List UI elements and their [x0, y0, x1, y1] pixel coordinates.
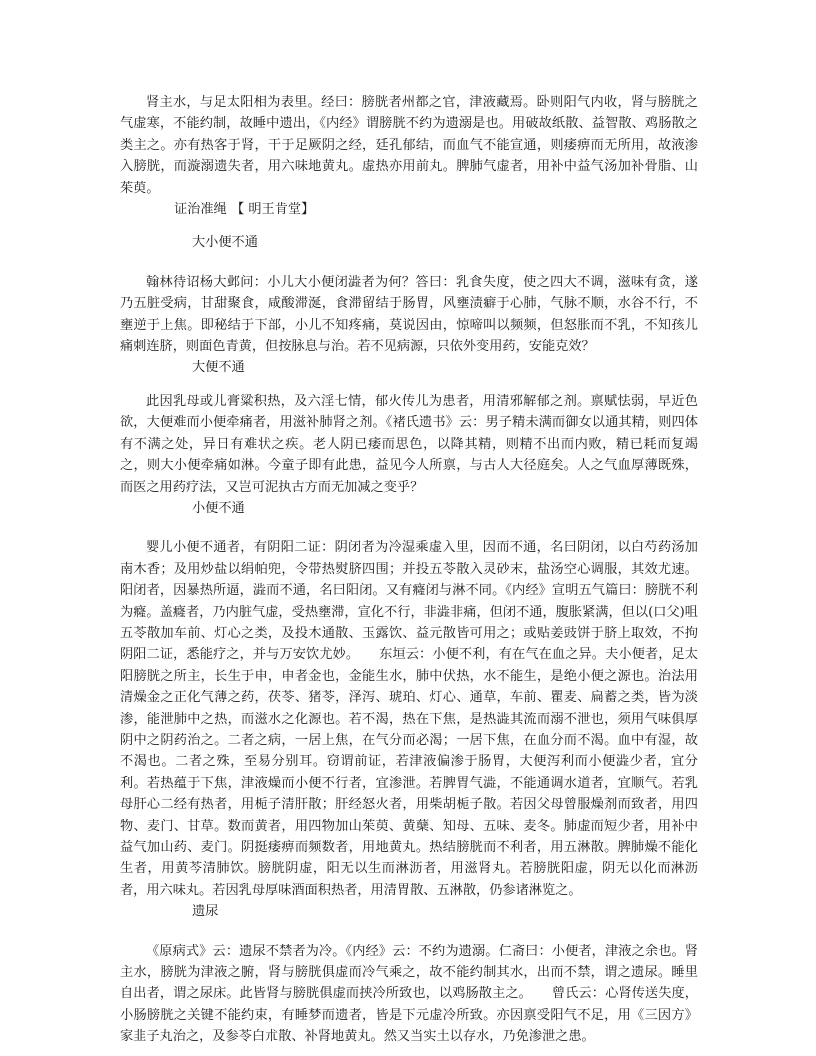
paragraph-urinary-retention: 婴儿小便不通者，有阴阳二证：阴闭者为冷湿乘虚入里，因而不通，名曰阴闭，以白芍药汤加南木香；及用炒盐以绢帕兜，令带热熨脐四围；并投五苓散入灵砂末，盐汤空心调服，其效尤速。阳闭者，因暴热所逼，澁而不通，名曰阳闭。又有癃闭与淋不同。《内经》宣明五气篇曰：膀胱不利为癃。盖癃者，乃内脏气虚，受热壅滞，宣化不行，非澁非痛，但闭不通，腹胀紧满，但以(口父)咀五苓散加车前、灯心之类，及投木通散、玉露饮、益元散皆可用之；或贴姜豉饼于脐上取效，不拘阴阳二证，悉能疗之，并与万安饮尤妙。 东垣云：小便不利，有在气在血之异。夫小便者，足太阳膀胱之所主，长生于申，申者金也，金能生水，肺中伏热，水不能生，是绝小便之源也。治法用清燥金之正化气薄之药，茯苓、猪苓，泽泻、琥珀、灯心、通草，车前、瞿麦、扁蓄之类，皆为淡渗，能泄肺中之热，而滋水之化源也。若不渴，热在下焦，是热澁其流而溺不泄也，须用气味俱厚阴中之阴药治之。二者之病，一居上焦，在气分而必渴；一居下焦，在血分而不渴。血中有湿，故不渴也。二者之殊，至易分别耳。窃谓前证，若津液偏渗于肠胃，大便泻利而小便澁少者，宜分利。若热蕴于下焦，津液燥而小便不行者，宜渗泄。若脾胃气澁，不能通调水道者，宜顺气。若乳母肝心二经有热者，用栀子清肝散；肝经怒火者，用柴胡栀子散。若因父母曾服燥剂而致者，用四物、麦门、甘草。数而黄者，用四物加山茱萸、黄蘖、知母、五味、麦冬。肺虚而短少者，用补中益气加山药、麦门。阴挺痿痹而频数者，用地黄丸。热结膀胱而不利者，用五淋散。脾肺燥不能化生者，用黄芩清肺饮。膀胱阴虚，阳无以生而淋沥者，用滋肾丸。若膀胱阳虚，阴无以化而淋沥者，用六味丸。若因乳母厚味酒面积热者，用清胃散、五淋散，仍参诸淋览之。	[120, 540, 698, 898]
section-heading-enuresis: 遗尿	[192, 904, 219, 920]
paragraph-qa: 翰林待诏杨大邺问：小儿大小便闭澁者为何？答曰：乳食失度，使之四大不调，滋味有贪，遂乃五脏受病，甘甜聚食，咸酸滞涎，食滞留结于肠胃，风壅渍癖于心肺，气脉不顺，水谷不行，不壅逆于上焦。即秘结于下部，小儿不知疼痛，莫说因由，惊啼叫以频频，但怒胀而不乳，不知孩儿痛刺连脐，则面色青黄，但按脉息与治。若不见病源，只依外变用药，安能克效？	[120, 274, 698, 355]
paragraph-enuresis: 《原病式》云：遗尿不禁者为冷。《内经》云：不约为遗溺。仁斋曰：小便者，津液之余也。肾主水，膀胱为津液之腑，肾与膀胱俱虚而冷气乘之，故不能约制其水，出而不禁，谓之遗尿。睡里自出者，谓之尿床。此皆肾与膀胱俱虚而挟冷所致也，以鸡肠散主之。 曾氏云：心肾传送失度，小肠膀胱之关键不能约束，有睡梦而遗者，皆是下元虚冷所致。亦因禀受阳气不足，用《三因方》家韭子丸治之，及参苓白朮散、补肾地黄丸。然又当实土以存水，乃免渗泄之患。	[120, 943, 698, 1045]
paragraph-kidney-water: 肾主水，与足太阳相为表里。经曰：膀胱者州都之官，津液藏焉。卧则阳气内收，肾与膀胱之气虚寒，不能约制，故睡中遗出，《内经》谓膀胱不约为遗溺是也。用破故纸散、益智散、鸡肠散之类主之。亦有热客于肾，干于足厥阴之经，廷孔郁结，而血气不能宣通，则痿痹而无所用，故液渗入膀胱，而漩溺遗失者，用六味地黄丸。虚热亦用前丸。脾肺气虚者，用补中益气汤加补骨脂、山茱萸。	[120, 95, 698, 196]
document-page	[120, 92, 698, 1048]
section-heading-constipation: 大便不通	[192, 360, 245, 376]
section-heading-constipation-urinary: 大小便不通	[192, 235, 258, 251]
paragraph-constipation: 此因乳母或儿膏粱积热，及六淫七情，郁火传儿为患者，用清邪解郁之剂。禀赋怯弱，早近色欲，大便难而小便牵痛者，用滋补肺肾之剂。《褚氏遗书》云：男子精未满而御女以通其精，则四体有不满之处，异日有难状之疾。老人阴已痿而思色，以降其精，则精不出而内败，精已耗而复竭之，则大小便牵痛如淋。今童子即有此患，益见今人所禀，与古人大径庭矣。人之气血厚薄既殊，而医之用药疗法，又岂可泥执古方而无加减之变乎？	[120, 393, 698, 495]
section-heading-urinary-retention: 小便不通	[192, 500, 245, 516]
source-citation: 证治准绳 【 明王肯堂】	[174, 202, 315, 218]
